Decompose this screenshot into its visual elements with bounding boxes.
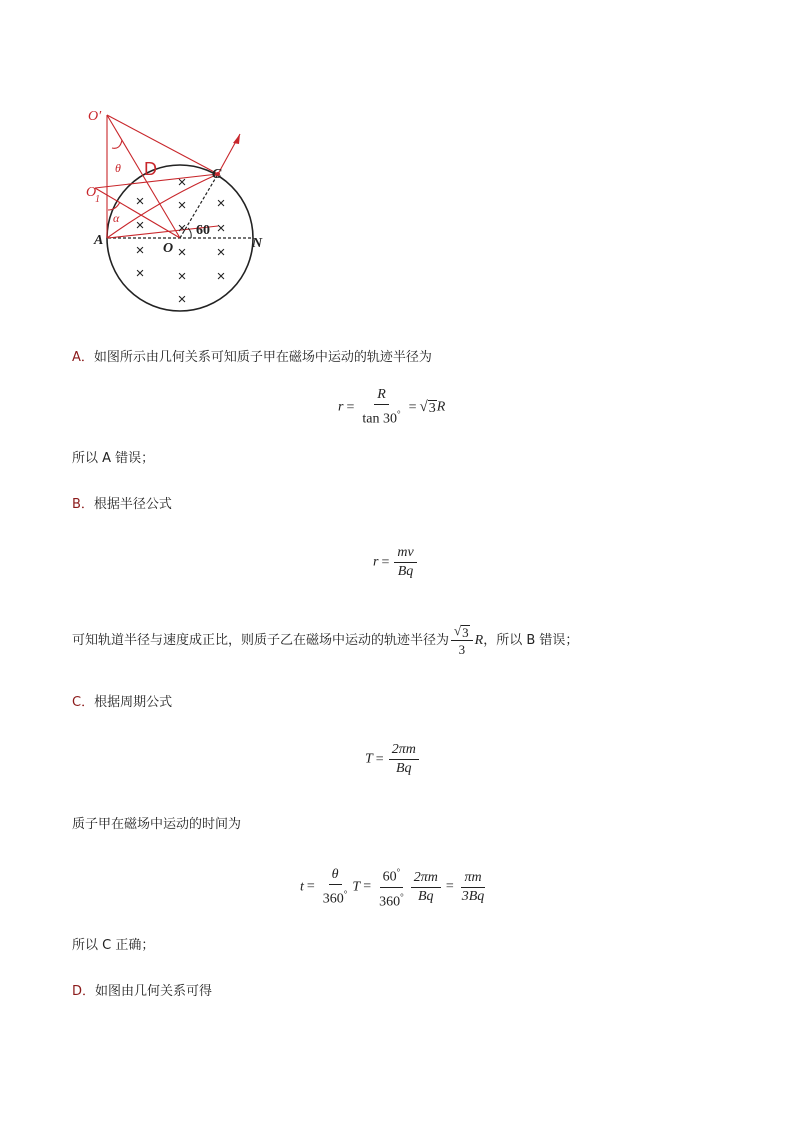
eq-c-num: 2πm [389,742,419,760]
equation-b [373,545,419,580]
label-theta: θ [115,161,121,175]
eq-c-den: Bq [395,761,412,776]
section-b-text [72,496,172,514]
equation-a [338,387,445,428]
label-d: D [144,159,157,179]
field-cross: × [135,242,145,259]
theta-arc [112,140,122,148]
section-c-conclusion: 所以 C 正确； [72,938,155,953]
section-a-label: A． [72,350,94,365]
section-c-label: C． [72,695,95,710]
eq-c2-f1-den: 360 [322,891,344,907]
eq-c2-f4-den: 3Bq [461,888,485,904]
field-cross: × [177,268,187,285]
eq-c2-frac2 [376,864,407,910]
inline-var: R [474,632,484,648]
section-a-body: 如图所示由几何关系可知质子甲在磁场中运动的轨迹半径为 [93,350,432,365]
eq-b-fraction [394,545,416,580]
eq-a-deg: ° [396,409,401,419]
eq-c2-f3-num: 2πm [411,870,441,888]
label-o-prime: O′ [88,109,102,124]
eq-c2-f2-num: 60 [382,869,397,885]
section-a-conclusion: 所以 A 错误； [72,451,155,466]
eq-c2-f2-den-deg: ° [400,891,404,902]
eq-c2-f2-num-deg: ° [396,867,401,877]
field-cross: × [216,195,226,212]
eq-c2-frac1 [320,867,351,908]
eq-c-equals: = [375,751,384,767]
eq-c2-f1-deg: ° [343,888,348,899]
inline-den: 3 [458,642,466,657]
inline-fraction [451,623,473,658]
field-cross: × [216,220,226,237]
field-cross: × [216,244,226,261]
eq-a-lhs: r [338,399,344,415]
eq-a-var: R [436,399,446,415]
eq-c2-t: T [352,879,361,895]
section-b-body2: 可知轨道半径与速度成正比，则质子乙在磁场中运动的轨迹半径为 [72,632,450,648]
eq-c2-f4-num: πm [461,870,484,888]
label-o: O [163,241,174,256]
eq-b-num: mv [394,545,416,563]
eq-b-equals: = [381,554,390,570]
eq-b-lhs: r [373,554,379,570]
field-cross: × [135,217,145,234]
section-c-text [72,694,172,712]
section-a-text [72,349,432,367]
eq-c2-equals: = [306,879,315,895]
section-d-text [72,983,212,1001]
equation-c [365,742,421,777]
eq-c2-f3-den: Bq [418,888,434,904]
label-o1: O [86,185,97,200]
eq-a-equals-2: = [408,399,417,415]
eq-c-fraction [389,742,419,777]
field-cross: × [216,268,226,285]
eq-c2-equals-2: = [363,879,372,895]
eq-c2-f2-den: 360 [379,894,401,910]
eq-a-sqrt-arg: 3 [428,400,436,416]
line-oprime-c [107,115,218,174]
eq-c2-frac3 [411,870,441,905]
eq-c2-equals-3: = [445,879,454,895]
section-c-text2: 质子甲在磁场中运动的时间为 [72,817,242,832]
eq-a-num: R [374,387,389,405]
section-b-label: B． [72,497,94,512]
section-b-text2 [72,623,578,658]
label-o1-sub: 1 [95,194,100,205]
equation-c2 [300,864,489,910]
label-angle: 60 [196,223,210,238]
field-cross: × [135,265,145,282]
field-cross: × [177,197,187,214]
section-d-body: 如图由几何关系可得 [95,984,213,999]
label-n: N [252,236,263,251]
geometry-figure [80,100,280,315]
inline-sqrt-arg: 3 [462,625,469,640]
eq-b-den: Bq [397,564,414,579]
inline-num: √ 3 [451,623,473,641]
field-cross: × [177,291,187,308]
eq-a-equals: = [346,399,355,415]
section-b-body: 根据半径公式 [93,497,172,512]
exit-arrow-head [233,134,240,144]
label-a: A [94,233,104,248]
eq-c2-lhs: t [300,879,304,895]
label-c: C [212,167,222,182]
eq-a-sqrt: √ 3 [419,398,436,416]
eq-a-fraction [359,387,403,428]
section-b-conclusion: ，所以 B 错误； [483,632,579,648]
eq-c2-f1-num: θ [329,867,342,885]
field-cross: × [177,244,187,261]
label-alpha: α [113,211,120,225]
eq-c2-frac4 [459,870,488,905]
section-c-body: 根据周期公式 [94,695,173,710]
section-d-label: D． [72,984,96,999]
field-cross: × [177,220,187,237]
field-cross: × [135,193,145,210]
field-cross: × [177,174,187,191]
eq-a-den: tan 30 [362,411,397,427]
eq-c-lhs: T [365,751,373,767]
